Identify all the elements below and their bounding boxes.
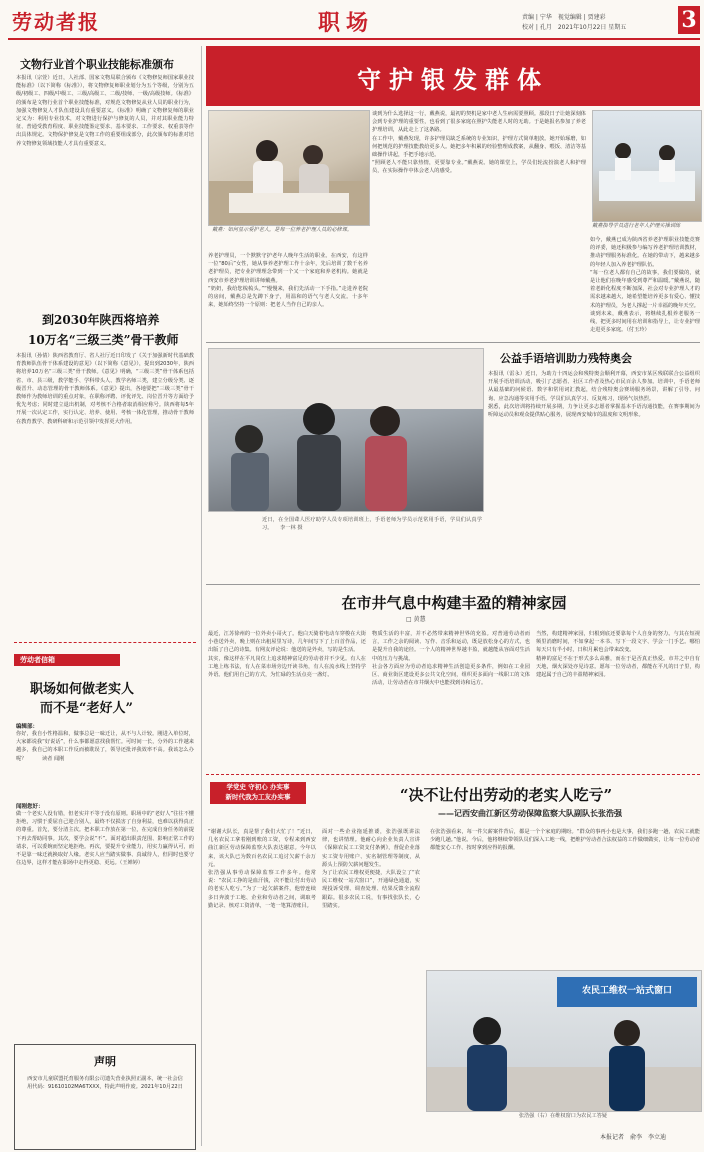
exhibit-sublabel-text: 新时代我为工友办实事 [225, 793, 291, 801]
notice-box [14, 1044, 196, 1150]
feature-caption-left: 戴燕：如何显示爱护老人，是每一位养老护理人员的必修课。 [212, 227, 353, 233]
sign-photo [208, 348, 484, 512]
column-reply-label: 闻刚您好： [16, 804, 44, 810]
column-title-line2: 而不是“老好人” [40, 701, 133, 716]
article1-body: 本报讯（宗萱）近日，人社部、国家文物局联合颁布《文物修复师国家职业技能标准》（以下简称《标准》），将文物修复师职业划分为五个等级，分别为五级/初级工、四级/中级工、三级/高级工、二级/技师、一级/高级技师。《标准》的颁布是文物行业首个职业技能标准，对规范文物修复从业人员的职业行为，加强文物修复人才队伍建设具有重要意义。《标准》明确了文物修复师的职业定义为：利用专业技术，对文物进行保护与修复的人员，并对其职业能力特征、普通受教育程度、职业技能鉴定要求、基本要求、工作要求、权重表等作出具体规定。文物保护修复是文物工作的重要组成部分，此次颁布的标准对培养文物修复领域技能人才具有重要意义。 [16, 75, 194, 147]
sign-body: 本报讯（雷永）近日，为助力十四运会和残特奥会顺利开幕，西安市某区残联联合公益组织开展手语培训活动，吸引了志愿者、社区工作者及热心市民百余人参加。培训中，手语老师从最基础的问候语、数字和常用词汇教起，结合残特奥会赛场服务场景，讲解了引导、问询、应急沟通等实用手语。学员们认真学习、反复练习，现场气氛热烈。 据悉，此次培训将持续开展多期，力争让更多志愿者掌握基本手语沟通技能，在赛事期间为听障运动员和观众提供贴心服务，展现西安城市的温度和文明形象。 [488, 371, 700, 419]
feature-col1: 养老护理员，一个默默守护老年人晚年生活的职业。在西安，有这样一位“80后”女性，她从事养老护理工作十余年，先后培训了数千名养老护理员，把专业护理理念带到一个又一个家庭和养老机构。她就是西安市养老护理培训讲师戴燕。 “奶奶，我给您梳梳头。”“慢慢来，我们先活动一下手指。”走进养老院的房间，戴燕总是先蹲下身子，用温和的语气与老人交流。十多年来，她始终坚持一个原则：把老人当作自己的亲人。 [208, 253, 368, 309]
feature-photo-right [592, 110, 702, 222]
column-divider [201, 46, 202, 1146]
column-letter: 你好，我自小性格温和，做事总是一味迁让，从不与人计较。刚进入单位时，大家都说我“好说话”，什么事都愿意找我帮忙。可时间一长，分外的工作越来越多，我自己的本职工作反而被耽误了，领导还批评我效率不高。我该怎么办呢？ 读者 闻刚 [16, 731, 194, 762]
exhibit-col3: 在张浩强看来，每一件欠薪案件背后，都是一个个家庭的期盼。“群众的事再小也是大事，我们多跑一趟，农民工就能少跑几趟。”他说。今后，他将继续带领队员们深入工地一线，把维护劳动者合法权益的工作做细做实，让每一位劳动者都能安心工作、按时拿到应得的报酬。 [430, 829, 700, 852]
column-reply: 做一个老实人没有错，但老实并不等于没有原则。职场中的“老好人”往往不懂拒绝，习惯于委屈自己迎合别人，最终不仅损害了自身利益，也难以获得真正的尊重。首先，要分清主次。把本职工作放在第一位，在完成自身任务的前提下再去帮助同事。其次，要学会说“不”。面对超出职责范围、影响正常工作的请求，可以委婉而坚定地拒绝。再次，要提升专业能力，用实力赢得认可，而不是靠一味迁就换取好人缘。老实人应当踏实做事、真诚待人，但同时也要守住边界，这样才能在职场中走得更稳、更远。（王婵婷） [16, 811, 194, 867]
feature-col2: 谈到为什么选择这一行，戴燕说，最初的契机是家中老人生病需要照顾。那段日子让她深刻体会到专业护理的重要性，也看到了很多家庭在照护失能老人时的无助。于是她报名参加了养老护理培训，从此走上了这条路。 在工作中，戴燕发现，许多护理员缺乏系统的专业知识，护理方式简单粗放。她开始琢磨，如何把规范的护理技能教给更多人。她把多年积累的经验整理成教案，从翻身、喂饭、清洁等基础操作讲起，手把手地示范。 “照顾老人不能只靠热情，更要靠专业。”戴燕说。她的课堂上，学员们轮流扮演老人和护理员，在实际操作中体会老人的感受。 [372, 111, 586, 175]
article1-title: 文物行业首个职业技能标准颁布 [20, 58, 174, 71]
masthead-info-1: 责编 | 宁华 视觉编辑 | 贾建彩 [522, 14, 606, 21]
spirit-divider [206, 774, 700, 776]
article2-title-line2: 10万名“三级三类”骨干教师 [28, 333, 179, 347]
column-label-text: 劳动者信箱 [20, 656, 55, 664]
masthead-info-2: 校对 | 孔月 2021年10月22日 星期五 [522, 24, 627, 31]
feature-col3: 如今，戴燕已成为陕西省养老护理职业技能竞赛的评委，她还积极参与编写养老护理培训教材，推动护理服务标准化。在她的带动下，越来越多的年轻人加入养老护理队伍。 “每一位老人都有自己的故事，我们要做的，就是让他们在晚年感受到尊严和温暖。”戴燕说，随着老龄化程度不断加深，社会对专业护理人才的需求越来越大，她希望能培养更多有爱心、懂技术的护理员，为老人撑起一片幸福的晚年天空。 谈到未来，戴燕表示，将继续扎根养老服务一线，把更多时间用在培训和指导上，让专业护理走进更多家庭。（付玉玲） [590, 237, 700, 334]
window-sign-text: 农民工维权一站式窗口 [581, 986, 672, 996]
training-class-illustration [593, 111, 701, 221]
feature-divider [206, 342, 700, 343]
page-number: 3 [678, 6, 700, 34]
headline-banner [206, 46, 700, 106]
exhibit-photo [426, 970, 702, 1112]
feature-photo-left [208, 110, 370, 226]
spirit-byline: □ 黄慧 [406, 616, 426, 623]
exhibit-photo-caption: 张浩强（右）在维权窗口为农民工答疑 [518, 1113, 608, 1119]
masthead-rule [8, 38, 700, 40]
exhibit-label [210, 782, 306, 804]
headline-title: 守护银发群体 [357, 65, 549, 94]
masthead [0, 0, 704, 40]
exhibit-col1: “谢谢大队长，真是帮了我们大忙了！”近日，几名农民工拿着刚到账的工资，专程来到西安曲江新区劳动保障监察大队表达谢意。今年以来，该大队已为数百名农民工追讨欠薪千余万元。 张浩强从事劳动保障监察工作多年。他常说：“农民工挣的是血汗钱，决不能让付出劳动的老实人吃亏。”为了一起欠薪案件，他曾连续多日奔波于工地、企业和劳动者之间，调取考勤记录、核对工资清单，一笔一笔算清账目。 [208, 829, 316, 909]
spirit-col2: 物质生活的丰富，并不必然带来精神世界的充盈。对普通劳动者而言，工作之余的阅读、写作、音乐和运动，既是放松身心的方式，也是提升自我的途径。一个人的精神世界越丰盈，就越能从容面对生活中的压力与挑战。 社会各方面应为劳动者追求精神生活创造更多条件，例如在工业园区、商业街区建设更多公共文化空间，组织更多面向一线职工的文体活动，让劳动者在市井烟火中也能找到诗和远方。 [372, 631, 530, 687]
notice-title: 声明 [94, 1055, 116, 1068]
spirit-title: 在市井气息中构建丰盈的精神家园 [341, 594, 567, 612]
spirit-col1: 最近，江苏徐州的一位外卖小哥火了。他白天骑着电动车穿梭在大街小巷送外卖，晚上则在出租屋里写诗，几年间写下了上百首作品，还出版了自己的诗集。有网友评论说：他送的是外卖，写的是生活。 其实，像这样在平凡岗位上追求精神富足的劳动者并不少见。有人在工地上练书法，有人在菜市场旁边开读书角，有人在流水线上坚持学外语。他们用自己的方式，为忙碌的生活点亮一盏灯。 [208, 631, 366, 679]
sign-language-class-illustration [209, 349, 483, 511]
column-title-line1: 职场如何做老实人 [30, 682, 135, 697]
sign-title: 公益手语培训助力残特奥会 [500, 352, 632, 365]
column-label [14, 654, 120, 666]
sign-divider [206, 584, 700, 585]
exhibit-col2: 面对一些企业拖延推诿，张浩强既讲法律，也讲情理。他耐心向企业负责人宣讲《保障农民工工资支付条例》，督促企业落实工资专用账户、实名制管理等制度，从源头上预防欠薪问题发生。 为了让农民工维权更便捷，大队设立了“农民工维权一站式窗口”，开通绿色通道，实现投诉受理、调查处理、结果反馈全流程跟踪。很多农民工说，有事找张队长，心里踏实。 [322, 829, 420, 909]
article2-body: 本报讯（孙倩）陕西省教育厅、省人社厅近日印发了《关于加强新时代基础教育教师队伍骨干体系建设的意见》（以下简称《意见》），提出到2030年，陕西将培养10万名“三级三类”骨干教师。《意见》明确，“三级三类”骨干体系包括省、市、县三级，教学能手、学科带头人、教学名师三类，建立分级分类、逐级晋升、动态管理的骨干教师体系。《意见》提出，各地要把“三级三类”骨干教师作为教师培训的重点对象，在职称评聘、评优评先、岗位晋升等方面给予优先考虑；同时建立退出机制，对考核不合格者取消相应称号。陕西将每5年开展一次认定工作，实行认定、培养、使用、考核一体化管理，推动骨干教师在教育教学、教研科研和示范引领中发挥更大作用。 [16, 353, 194, 425]
exhibit-title: “决不让付出劳动的老实人吃亏” [399, 786, 613, 804]
article2-title-line1: 到2030年陕西将培养 [42, 313, 160, 327]
column-separator [14, 642, 196, 644]
sign-caption: 近日，在全国聋人医疗助学人员专项培训班上，手语老师为学员示范常用手语，学员们认真学习。 李一林 摄 [262, 517, 482, 532]
spirit-col3: 当然，构建精神家园，归根到底还要靠每个人自身的努力。与其在短视频里消磨时间，不如拿起一本书、写下一段文字、学会一门手艺。哪怕每天只有半小时，日积月累也会带来改变。 精神的富足不在于形式多么高雅，而在于是否真正热爱。市井之中自有天地，烟火深处亦见诗意。愿每一位劳动者，都能在平凡的日子里，构建起属于自己的丰盈精神家园。 [536, 631, 700, 679]
section-title: 职场 [318, 10, 375, 36]
paper-name: 劳动者报 [12, 10, 100, 34]
column-editor-label: 编辑部： [16, 724, 39, 730]
notice-body: 西安市儿童联盟托育服务有限公司遗失营业执照正副本，统一社会信用代码：91610102MA6TXXX，特此声明作废。2021年10月22日 [27, 1076, 183, 1091]
nursing-scene-illustration [209, 111, 369, 225]
exhibit-subtitle: ——记西安曲江新区劳动保障监察大队副队长张浩强 [438, 809, 622, 818]
feature-caption-right: 戴燕指导学员进行老年人护理实操训练 [592, 223, 681, 229]
exhibit-label-text: 学党史 守初心 办实事 [226, 783, 290, 791]
exhibit-credit: 本报记者 俞李 李立迪 [600, 1134, 667, 1141]
